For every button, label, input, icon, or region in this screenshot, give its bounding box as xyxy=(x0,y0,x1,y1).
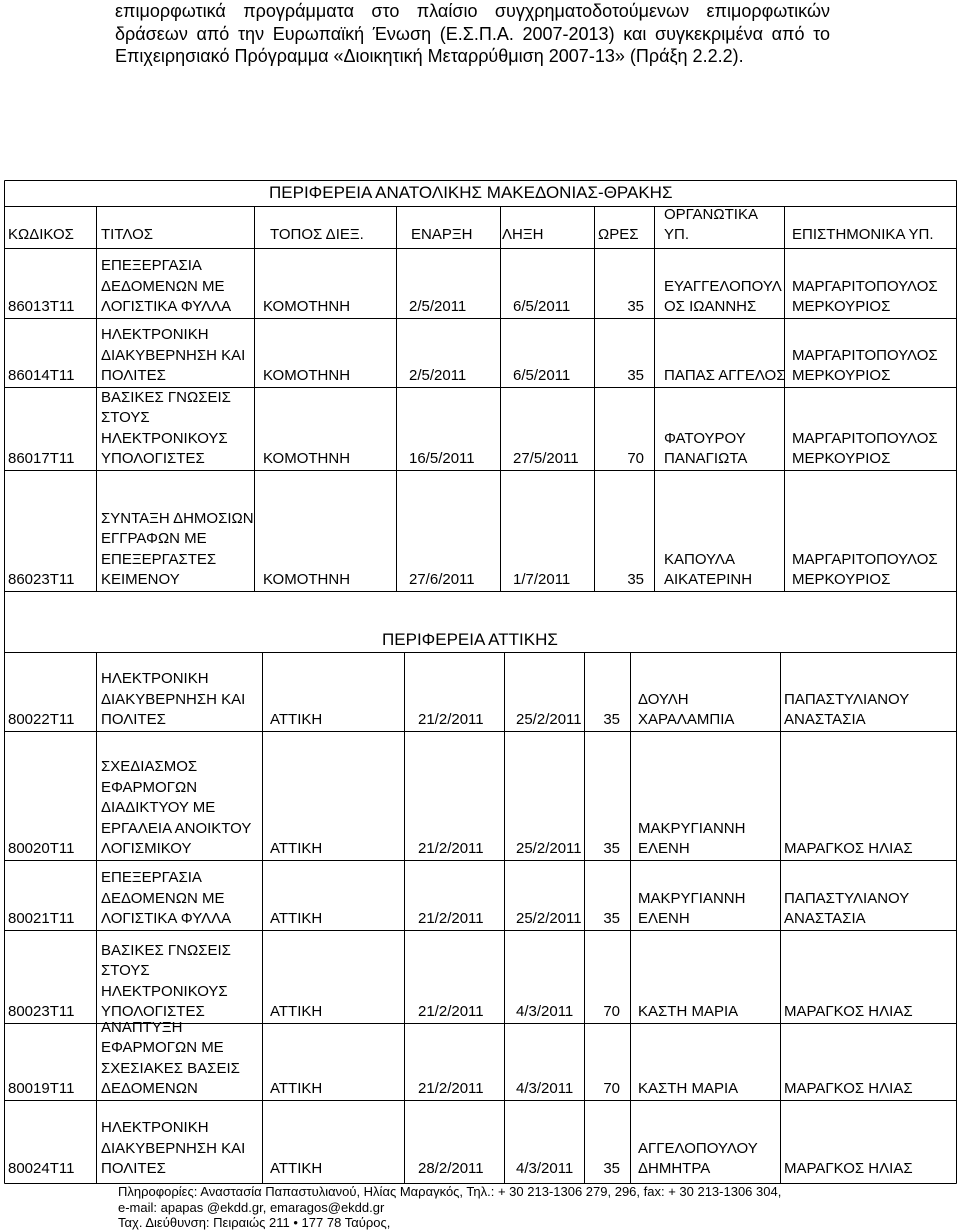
header-start: ΕΝΑΡΞΗ xyxy=(411,226,473,244)
course-organizer: ΜΑΚΡΥΓΙΑΝΝΗ ΕΛΕΝΗ xyxy=(638,819,746,858)
course-end-date: 27/5/2011 xyxy=(513,450,579,468)
intro-line: επιμορφωτικά προγράμματα στο πλαίσιο συγχρηματοδοτούμενων επιμορφωτικών xyxy=(115,1,830,21)
course-title: ΑΝΑΠΤΥΞΗ ΕΦΑΡΜΟΓΩΝ ΜΕ ΣΧΕΣΙΑΚΕΣ ΒΑΣΕΙΣ ΔΕΔΟΜΕΝΩΝ xyxy=(101,1018,240,1098)
course-start-date: 21/2/2011 xyxy=(418,711,484,729)
course-end-date: 4/3/2011 xyxy=(516,1003,574,1021)
course-hours: 35 xyxy=(603,910,620,928)
course-end-date: 6/5/2011 xyxy=(513,367,571,385)
header-end: ΛΗΞΗ xyxy=(502,226,544,244)
course-organizer: ΚΑΣΤΗ ΜΑΡΙΑ xyxy=(638,1080,739,1098)
footer-line: Ταχ. Διεύθυνση: Πειραιώς 211 • 177 78 Ταύρος, xyxy=(118,1215,391,1230)
course-end-date: 25/2/2011 xyxy=(516,711,582,729)
course-scientific-lead: ΠΑΠΑΣΤΥΛΙΑΝΟΥ ΑΝΑΣΤΑΣΙΑ xyxy=(784,889,910,928)
course-organizer: ΔΟΥΛΗ ΧΑΡΑΛΑΜΠΙΑ xyxy=(638,690,735,729)
course-code: 80024Τ11 xyxy=(8,1160,75,1178)
course-end-date: 1/7/2011 xyxy=(513,571,571,589)
header-scientific: ΕΠΙΣΤΗΜΟΝΙΚΑ ΥΠ. xyxy=(792,226,934,244)
course-title: ΕΠΕΞΕΡΓΑΣΙΑ ΔΕΔΟΜΕΝΩΝ ΜΕ ΛΟΓΙΣΤΙΚΑ ΦΥΛΛΑ xyxy=(101,257,232,316)
course-end-date: 25/2/2011 xyxy=(516,840,582,858)
course-scientific-lead: ΜΑΡΑΓΚΟΣ ΗΛΙΑΣ xyxy=(784,1003,913,1021)
intro-line: δράσεων από την Ευρωπαϊκή Ένωση (Ε.Σ.Π.Α. 2007-2013) και συγκεκριμένα από το xyxy=(115,23,830,44)
course-hours: 35 xyxy=(627,571,644,589)
header-code: ΚΩΔΙΚΟΣ xyxy=(8,226,74,244)
course-code: 80023Τ11 xyxy=(8,1003,75,1021)
header-title: ΤΙΤΛΟΣ xyxy=(101,226,154,244)
course-title: ΣΧΕΔΙΑΣΜΟΣ ΕΦΑΡΜΟΓΩΝ ΔΙΑΔΙΚΤΥΟΥ ΜΕ ΕΡΓΑΛΕΙΑ ΑΝΟΙΚΤΟΥ ΛΟΓΙΣΜΙΚΟΥ xyxy=(101,758,252,858)
course-organizer: ΜΑΚΡΥΓΙΑΝΝΗ ΕΛΕΝΗ xyxy=(638,889,746,928)
course-hours: 70 xyxy=(627,450,644,468)
course-organizer: ΑΓΓΕΛΟΠΟΥΛΟΥ ΔΗΜΗΤΡΑ xyxy=(638,1139,758,1178)
course-place: ΑΤΤΙΚΗ xyxy=(270,711,323,729)
course-title: ΒΑΣΙΚΕΣ ΓΝΩΣΕΙΣ ΣΤΟΥΣ ΗΛΕΚΤΡΟΝΙΚΟΥΣ ΥΠΟΛΟΓΙΣΤΕΣ xyxy=(101,388,231,468)
course-organizer: ΠΑΠΑΣ ΑΓΓΕΛΟΣ xyxy=(664,367,786,385)
course-title: ΒΑΣΙΚΕΣ ΓΝΩΣΕΙΣ ΣΤΟΥΣ ΗΛΕΚΤΡΟΝΙΚΟΥΣ ΥΠΟΛΟΓΙΣΤΕΣ xyxy=(101,941,231,1021)
course-scientific-lead: ΠΑΠΑΣΤΥΛΙΑΝΟΥ ΑΝΑΣΤΑΣΙΑ xyxy=(784,690,910,729)
course-title: ΗΛΕΚΤΡΟΝΙΚΗ ΔΙΑΚΥΒΕΡΝΗΣΗ ΚΑΙ ΠΟΛΙΤΕΣ xyxy=(101,326,246,385)
contact-footer xyxy=(118,1184,948,1231)
course-hours: 35 xyxy=(603,1160,620,1178)
course-hours: 70 xyxy=(603,1003,620,1021)
course-start-date: 28/2/2011 xyxy=(418,1160,484,1178)
course-place: ΚΟΜΟΤΗΝΗ xyxy=(263,450,351,468)
course-start-date: 2/5/2011 xyxy=(409,367,467,385)
course-hours: 35 xyxy=(603,840,620,858)
course-start-date: 27/6/2011 xyxy=(409,571,475,589)
course-title: ΣΥΝΤΑΞΗ ΔΗΜΟΣΙΩΝ ΕΓΓΡΑΦΩΝ ΜΕ ΕΠΕΞΕΡΓΑΣΤΕΣ ΚΕΙΜΕΝΟΥ xyxy=(101,509,254,589)
course-title: ΕΠΕΞΕΡΓΑΣΙΑ ΔΕΔΟΜΕΝΩΝ ΜΕ ΛΟΓΙΣΤΙΚΑ ΦΥΛΛΑ xyxy=(101,869,232,928)
course-code: 86023Τ11 xyxy=(8,571,75,589)
course-scientific-lead: ΜΑΡΓΑΡΙΤΟΠΟΥΛΟΣ ΜΕΡΚΟΥΡΙΟΣ xyxy=(792,550,938,589)
region-title-east-macedonia-thrace: ΠΕΡΙΦΕΡΕΙΑ ΑΝΑΤΟΛΙΚΗΣ ΜΑΚΕΔΟΝΙΑΣ-ΘΡΑΚΗΣ xyxy=(269,183,673,202)
course-organizer: ΕΥΑΓΓΕΛΟΠΟΥΛ ΟΣ ΙΩΑΝΝΗΣ xyxy=(664,277,782,316)
programs-table xyxy=(4,180,957,1184)
footer-line: Πληροφορίες: Αναστασία Παπαστυλιανού, Ηλίας Μαραγκός, Τηλ.: + 30 213-1306 279, 296, fax: + 30 213-1306 304, xyxy=(118,1184,782,1199)
region-title-attica: ΠΕΡΙΦΕΡΕΙΑ ΑΤΤΙΚΗΣ xyxy=(382,630,558,649)
course-end-date: 6/5/2011 xyxy=(513,298,571,316)
course-place: ΑΤΤΙΚΗ xyxy=(270,910,323,928)
course-scientific-lead: ΜΑΡΓΑΡΙΤΟΠΟΥΛΟΣ ΜΕΡΚΟΥΡΙΟΣ xyxy=(792,346,938,385)
header-hours: ΩΡΕΣ xyxy=(598,226,639,244)
course-hours: 35 xyxy=(603,711,620,729)
header-organizer: ΟΡΓΑΝΩΤΙΚΑ ΥΠ. xyxy=(664,205,758,244)
course-code: 80021Τ11 xyxy=(8,910,75,928)
course-start-date: 21/2/2011 xyxy=(418,910,484,928)
course-hours: 70 xyxy=(603,1080,620,1098)
course-start-date: 21/2/2011 xyxy=(418,1003,484,1021)
course-start-date: 16/5/2011 xyxy=(409,450,475,468)
footer-line: e-mail: apapas @ekdd.gr, emaragos@ekdd.gr xyxy=(118,1199,385,1215)
course-place: ΑΤΤΙΚΗ xyxy=(270,1080,323,1098)
course-code: 86017Τ11 xyxy=(8,450,75,468)
course-organizer: ΚΑΣΤΗ ΜΑΡΙΑ xyxy=(638,1003,739,1021)
course-end-date: 4/3/2011 xyxy=(516,1160,574,1178)
course-end-date: 4/3/2011 xyxy=(516,1080,574,1098)
course-hours: 35 xyxy=(627,367,644,385)
course-code: 86014Τ11 xyxy=(8,367,75,385)
course-organizer: ΚΑΠΟΥΛΑ ΑΙΚΑΤΕΡΙΝΗ xyxy=(664,550,753,589)
course-hours: 35 xyxy=(627,298,644,316)
course-scientific-lead: ΜΑΡΑΓΚΟΣ ΗΛΙΑΣ xyxy=(784,840,913,858)
course-place: ΚΟΜΟΤΗΝΗ xyxy=(263,298,351,316)
course-end-date: 25/2/2011 xyxy=(516,910,582,928)
course-place: ΚΟΜΟΤΗΝΗ xyxy=(263,571,351,589)
course-title: ΗΛΕΚΤΡΟΝΙΚΗ ΔΙΑΚΥΒΕΡΝΗΣΗ ΚΑΙ ΠΟΛΙΤΕΣ xyxy=(101,670,246,729)
course-title: ΗΛΕΚΤΡΟΝΙΚΗ ΔΙΑΚΥΒΕΡΝΗΣΗ ΚΑΙ ΠΟΛΙΤΕΣ xyxy=(101,1119,246,1178)
course-start-date: 21/2/2011 xyxy=(418,1080,484,1098)
course-scientific-lead: ΜΑΡΑΓΚΟΣ ΗΛΙΑΣ xyxy=(784,1080,913,1098)
course-code: 86013Τ11 xyxy=(8,298,75,316)
intro-line: Επιχειρησιακό Πρόγραμμα «Διοικητική Μεταρρύθμιση 2007-13» (Πράξη 2.2.2). xyxy=(115,46,744,67)
course-start-date: 2/5/2011 xyxy=(409,298,467,316)
course-place: ΑΤΤΙΚΗ xyxy=(270,1160,323,1178)
course-code: 80022Τ11 xyxy=(8,711,75,729)
course-place: ΚΟΜΟΤΗΝΗ xyxy=(263,367,351,385)
course-place: ΑΤΤΙΚΗ xyxy=(270,840,323,858)
course-scientific-lead: ΜΑΡΓΑΡΙΤΟΠΟΥΛΟΣ ΜΕΡΚΟΥΡΙΟΣ xyxy=(792,429,938,468)
course-start-date: 21/2/2011 xyxy=(418,840,484,858)
course-place: ΑΤΤΙΚΗ xyxy=(270,1003,323,1021)
course-scientific-lead: ΜΑΡΓΑΡΙΤΟΠΟΥΛΟΣ ΜΕΡΚΟΥΡΙΟΣ xyxy=(792,277,938,316)
header-place: ΤΟΠΟΣ ΔΙΕΞ. xyxy=(270,226,364,244)
course-scientific-lead: ΜΑΡΑΓΚΟΣ ΗΛΙΑΣ xyxy=(784,1160,913,1178)
course-organizer: ΦΑΤΟΥΡΟΥ ΠΑΝΑΓΙΩΤΑ xyxy=(664,429,748,468)
intro-paragraph xyxy=(115,0,830,68)
course-code: 80020Τ11 xyxy=(8,840,75,858)
course-code: 80019Τ11 xyxy=(8,1080,75,1098)
